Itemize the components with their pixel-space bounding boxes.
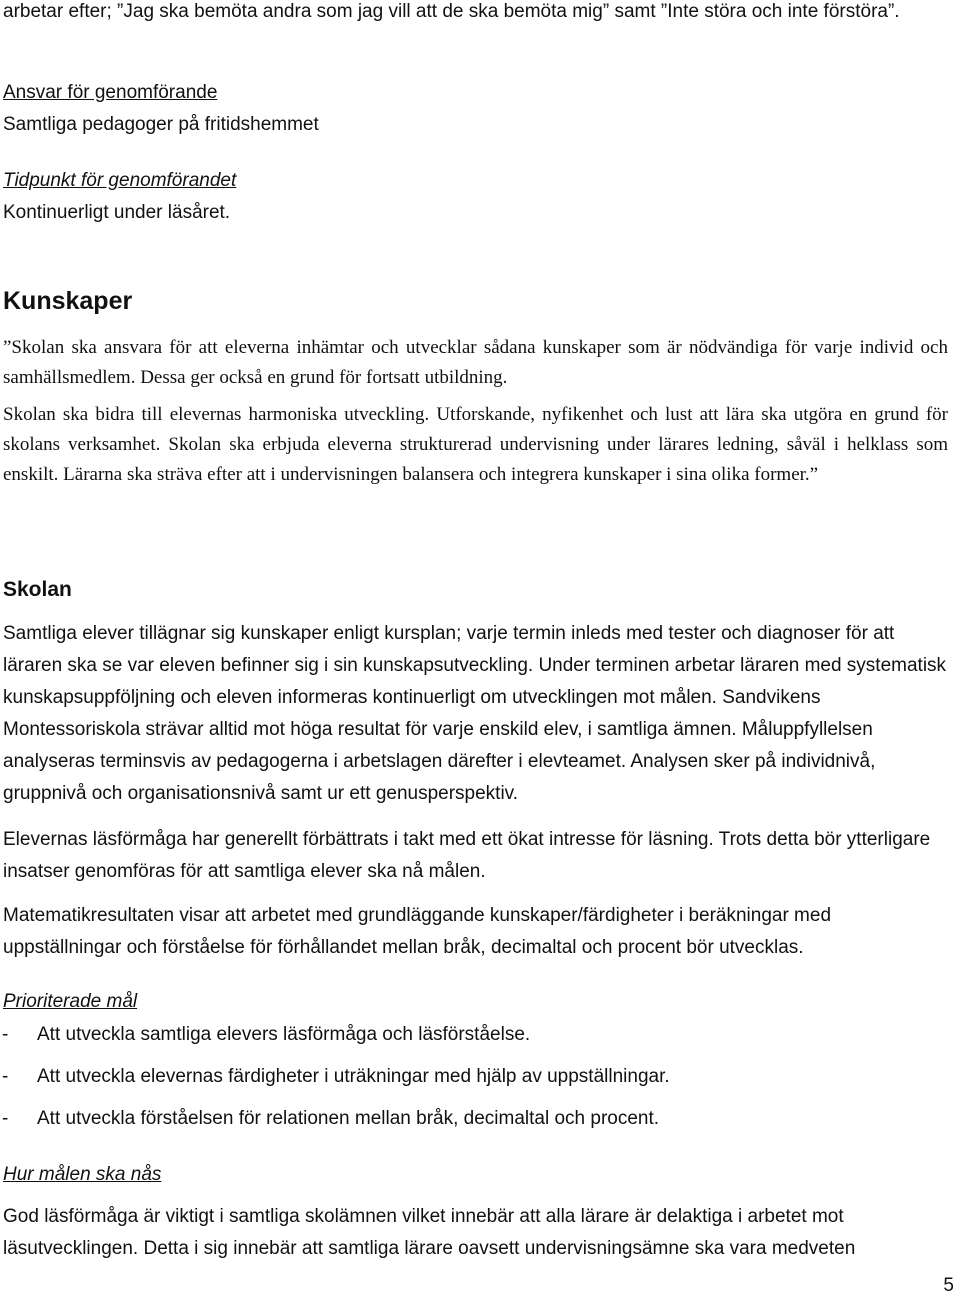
list-bullet: -	[2, 1066, 9, 1087]
priority-list-item	[2, 1020, 937, 1050]
school-paragraph-1: Samtliga elever tillägnar sig kunskaper enligt kursplan; varje termin inleds med tester och diagnoser för att läraren ska se var eleven befinner sig i sin kunskapsutveckling. Under terminen arbetar läraren med systematisk kunskapsuppföljning och eleven informeras kontinuerligt om utvecklingen mot målen. Sandvikens Montessoriskola strävar alltid mot höga resultat för varje enskild elev, i samtliga ämnen. Måluppfyllelsen analyseras terminsvis av pedagogerna i arbetslagen därefter i elevteamet. Analysen sker på individnivå, gruppnivå och organisationsnivå samt ur ett genusperspektiv.	[3, 623, 947, 804]
list-bullet: -	[2, 1024, 9, 1045]
timing-heading: Tidpunkt för genomförandet	[3, 170, 237, 191]
responsibility-heading: Ansvar för genomförande	[3, 82, 218, 103]
intro-paragraph: arbetar efter; ”Jag ska bemöta andra som jag vill att de ska bemöta mig” samt ”Inte störa och inte förstöra”.	[3, 1, 900, 22]
timing-text: Kontinuerligt under läsåret.	[3, 202, 231, 223]
school-paragraph-2: Elevernas läsförmåga har generellt förbättrats i takt med ett ökat intresse för läsning. Trots detta bör ytterligare insatser genomföras för att samtliga elever ska nå målen.	[3, 829, 931, 882]
priority-list-item	[2, 1062, 937, 1092]
knowledge-quote-paragraph-2: Skolan ska bidra till elevernas harmoniska utveckling. Utforskande, nyfikenhet och lust att lära ska utgöra en grund för skolans verksamhet. Skolan ska erbjuda eleverna strukturerad undervisning under lärares ledning, såväl i helklass som enskilt. Lärarna ska sträva efter att i undervisningen balansera och integrera kunskaper i sina olika former.”	[3, 404, 948, 485]
list-bullet: -	[2, 1108, 9, 1129]
list-item-text: Att utveckla samtliga elevers läsförmåga och läsförståelse.	[37, 1024, 531, 1045]
knowledge-quote-paragraph-1: ”Skolan ska ansvara för att eleverna inhämtar och utvecklar sådana kunskaper som är nödvändiga för varje individ och samhällsmedlem. Dessa ger också en grund för fortsatt utbildning.	[3, 337, 948, 388]
page-number: 5	[943, 1275, 954, 1296]
school-heading: Skolan	[3, 578, 72, 601]
responsibility-text: Samtliga pedagoger på fritidshemmet	[3, 114, 319, 135]
school-paragraph-3: Matematikresultaten visar att arbetet med grundläggande kunskaper/färdigheter i beräkningar med uppställningar och förståelse för förhållandet mellan bråk, decimaltal och procent bör utvecklas.	[3, 905, 832, 958]
knowledge-heading: Kunskaper	[3, 287, 133, 315]
list-item-text: Att utveckla elevernas färdigheter i uträkningar med hjälp av uppställningar.	[37, 1066, 670, 1087]
priority-list-item	[2, 1104, 937, 1134]
priorities-heading: Prioriterade mål	[3, 991, 138, 1012]
how-to-reach-heading: Hur målen ska nås	[3, 1164, 162, 1185]
how-to-reach-text: God läsförmåga är viktigt i samtliga skolämnen vilket innebär att alla lärare är delaktiga i arbetet mot läsutvecklingen. Detta i sig innebär att samtliga lärare oavsett undervisningsämne ska vara medveten	[3, 1206, 856, 1259]
list-item-text: Att utveckla förståelsen för relationen mellan bråk, decimaltal och procent.	[37, 1108, 660, 1129]
